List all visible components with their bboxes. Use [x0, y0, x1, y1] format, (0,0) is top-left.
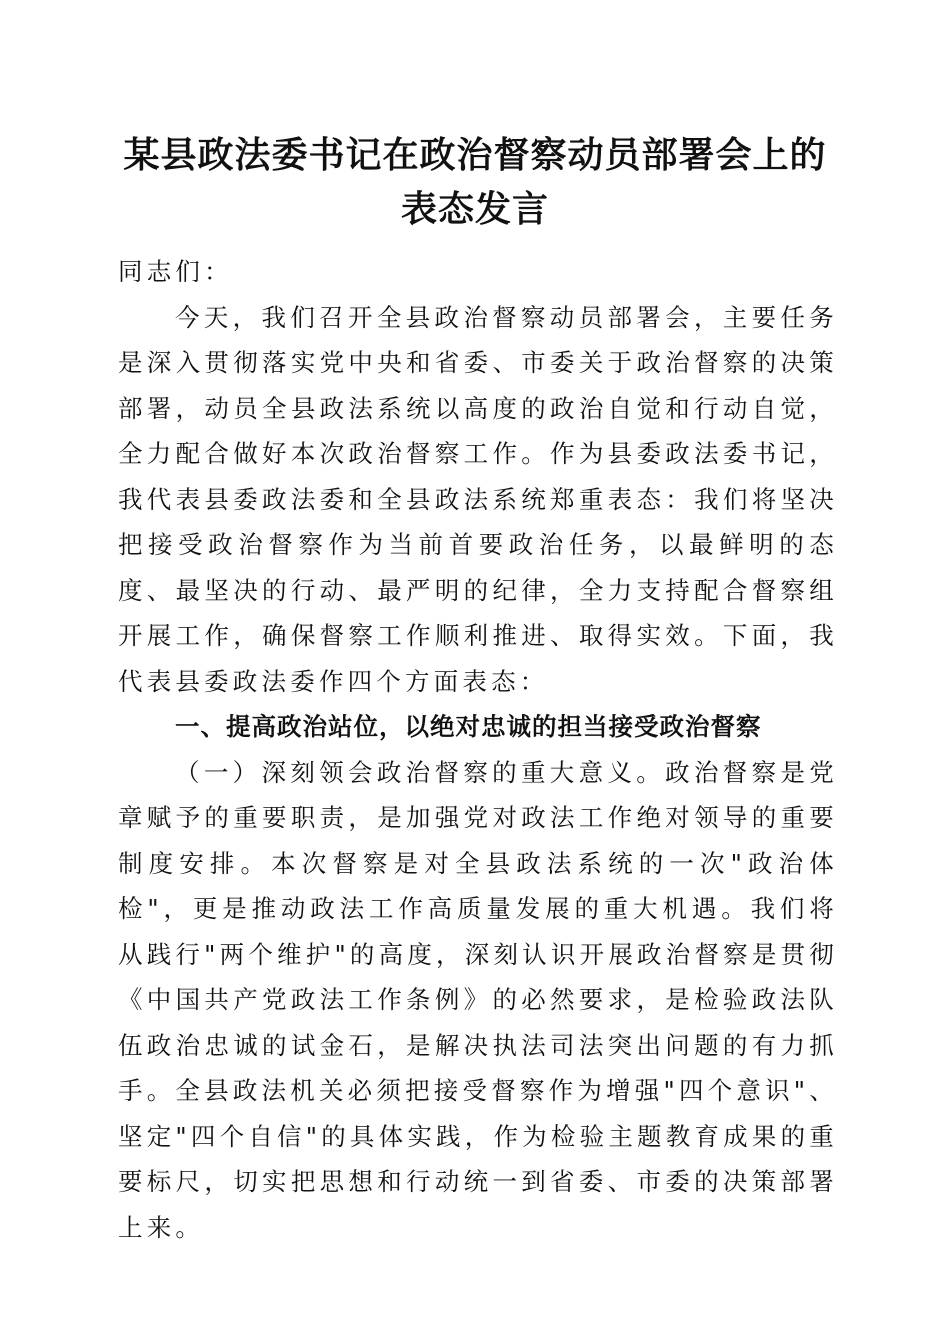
document-body — [118, 249, 838, 1250]
document-title: 某县政法委书记在政治督察动员部署会上的表态发言 — [123, 134, 827, 230]
section-heading-1: 一、提高政治站位，以绝对忠诚的担当接受政治督察 — [175, 712, 762, 741]
intro-paragraph: 今天，我们召开全县政治督察动员部署会，主要任务是深入贯彻落实党中央和省委、市委关于政治督察的决策部署，动员全县政法系统以高度的政治自觉和行动自觉，全力配合做好本次政治督察工作。作为县委政法委书记，我代表县委政法委和全县政法系统郑重表态：我们将坚决把接受政治督察作为当前首要政治任务，以最鲜明的态度、最坚决的行动、最严明的纪律，全力支持配合督察组开展工作，确保督察工作顺利推进、取得实效。下面，我代表县委政法委作四个方面表态： — [118, 302, 838, 696]
subsection-paragraph-1-1: （一）深刻领会政治督察的重大意义。政治督察是党章赋予的重要职责，是加强党对政法工作绝对领导的重要制度安排。本次督察是对全县政法系统的一次"政治体检"，更是推动政法工作高质量发展的重大机遇。我们将从践行"两个维护"的高度，深刻认识开展政治督察是贯彻《中国共产党政法工作条例》的必然要求，是检验政法队伍政治忠诚的试金石，是解决执法司法突出问题的有力抓手。全县政法机关必须把接受督察作为增强"四个意识"、坚定"四个自信"的具体实践，作为检验主题教育成果的重要标尺，切实把思想和行动统一到省委、市委的决策部署上来。 — [118, 757, 838, 1242]
salutation: 同志们： — [118, 257, 233, 286]
